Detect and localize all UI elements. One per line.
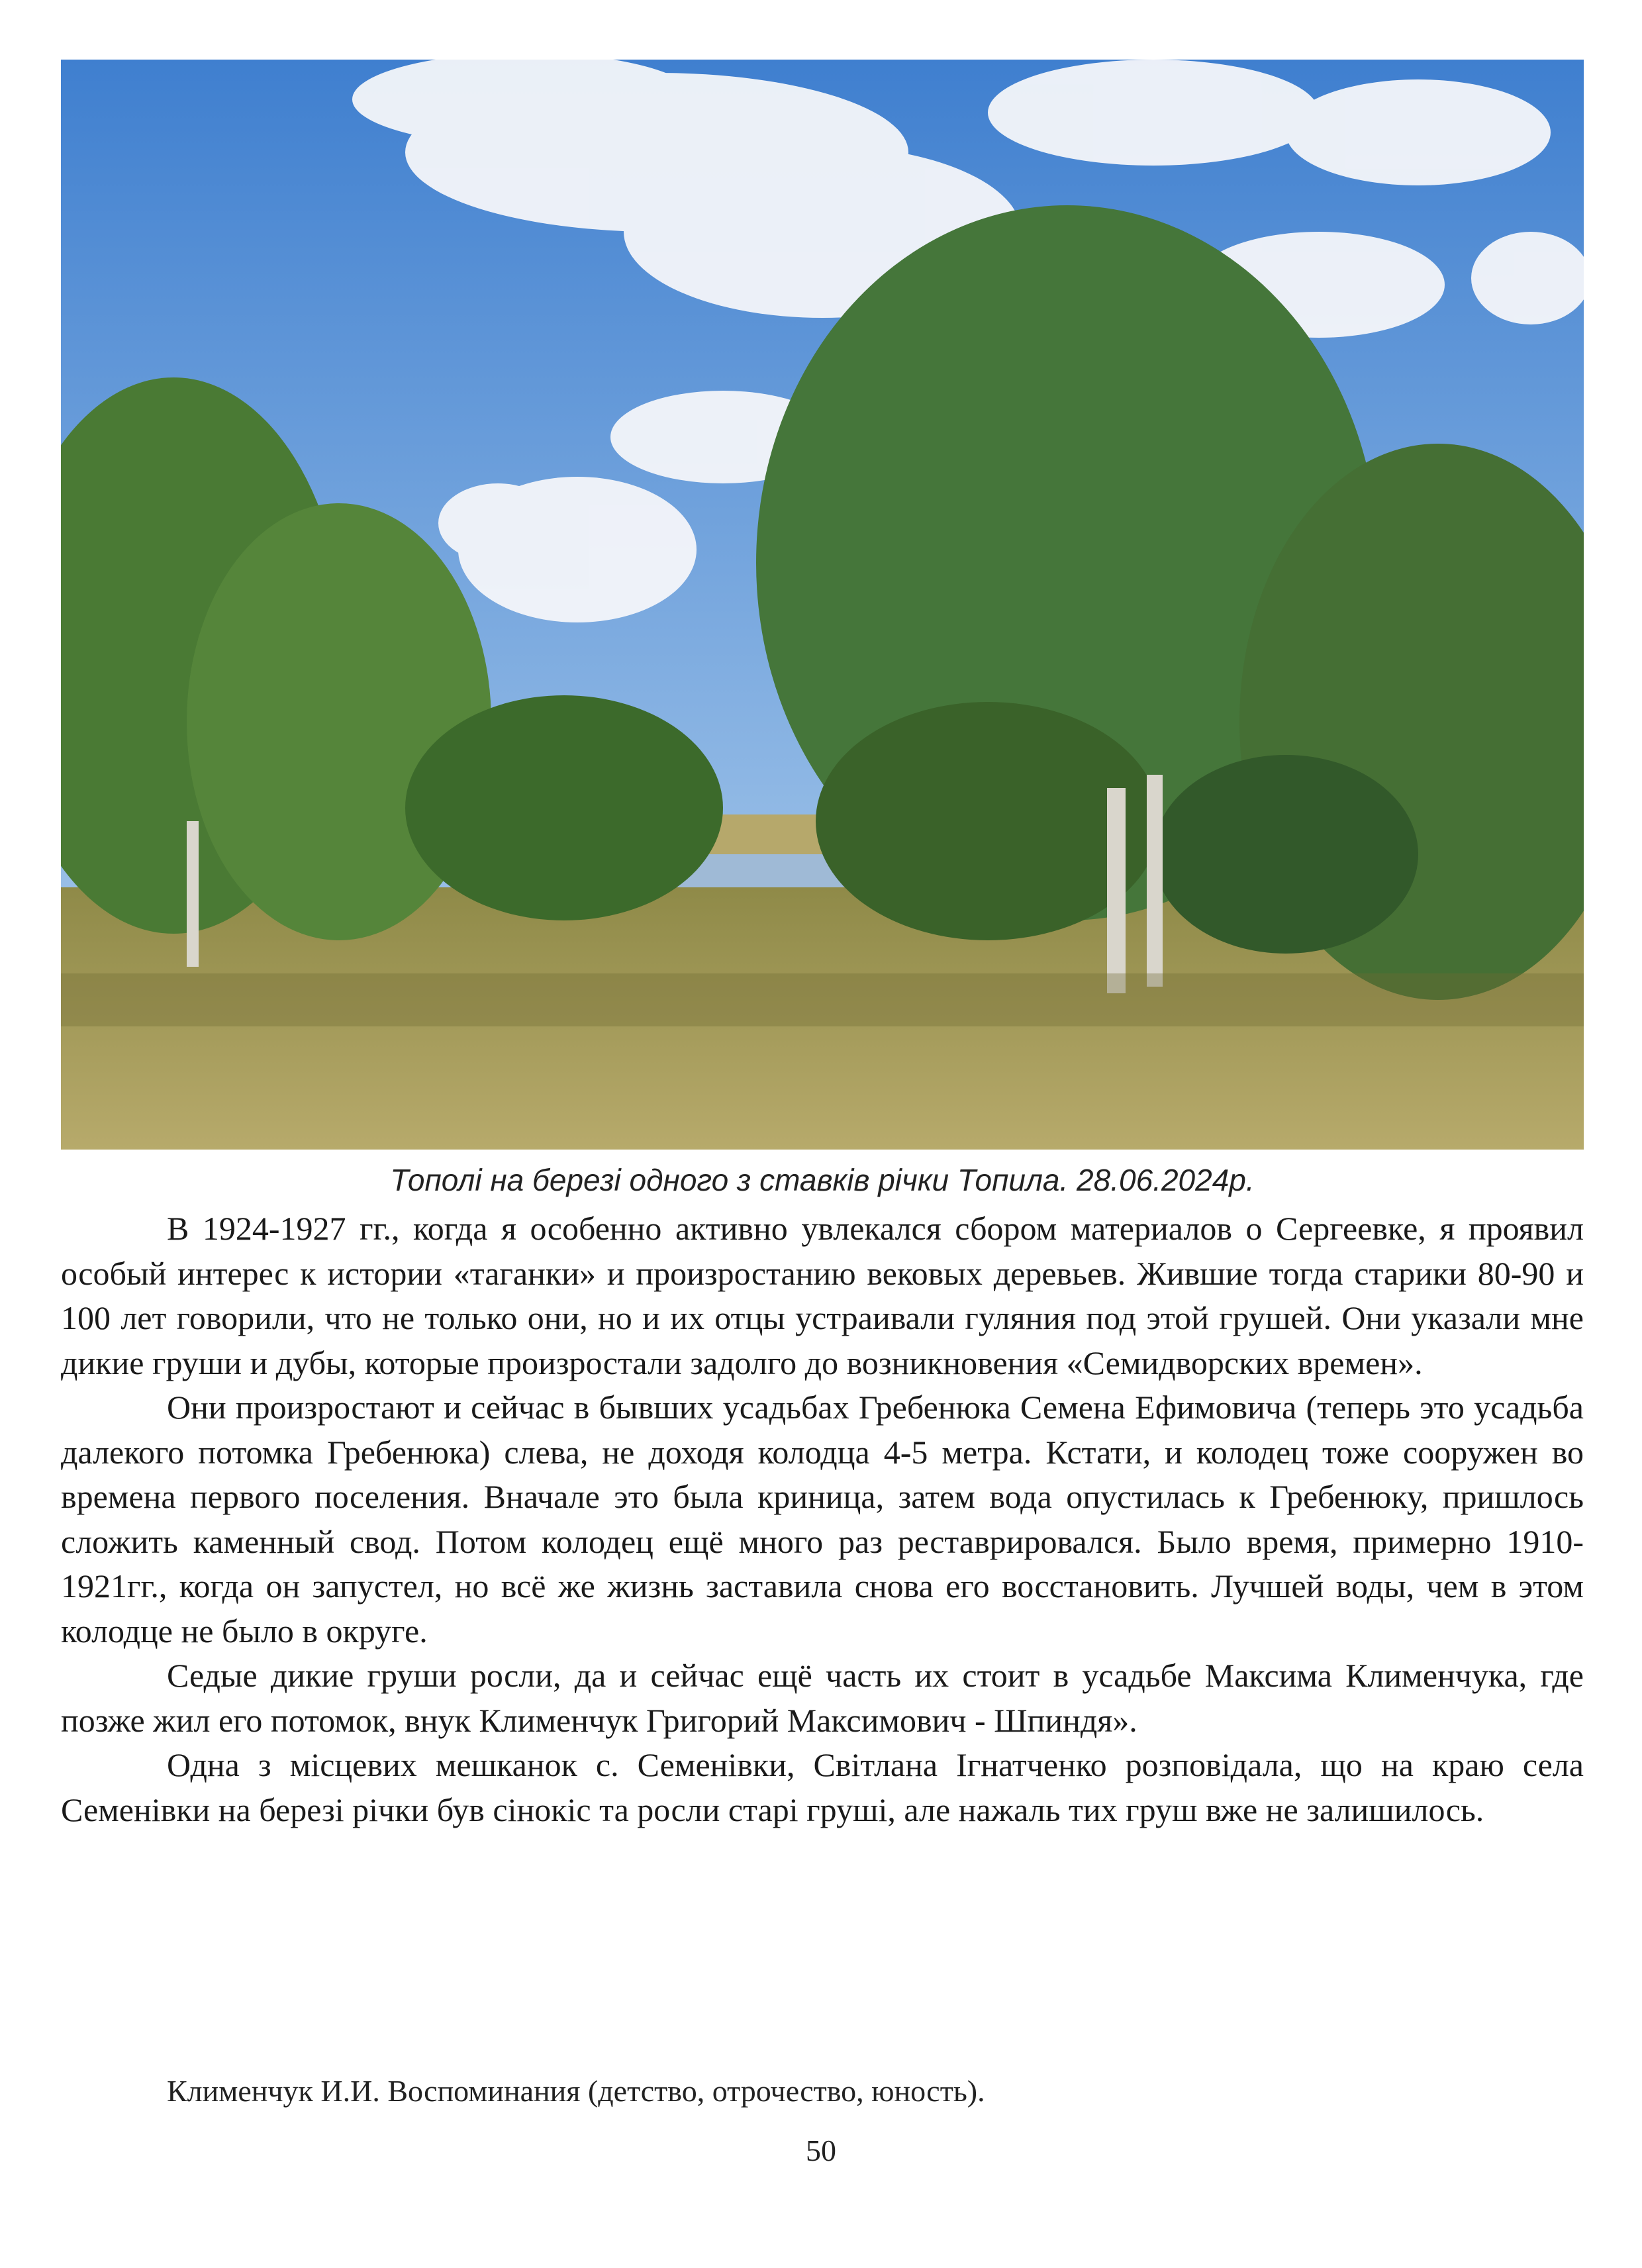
landscape-illustration	[61, 60, 1584, 1150]
article-body	[61, 1207, 1584, 1832]
paragraph-2: Они произростают и сейчас в бывших усадьбах Гребенюка Семена Ефимовича (теперь это усадьба далекого потомка Гребенюка) слева, не доходя колодца 4-5 метра. Кстати, и колодец тоже сооружен во времена первого поселения. Вначале это была криница, затем вода опустилась к Гребенюку, пришлось сложить каменный свод. Потом колодец ещё много раз реставрировался. Было время, примерно 1910-1921гг., когда он запустел, но всё же жизнь заставила снова его восстановить. Лучшей воды, чем в этом колодце не было в округе.	[61, 1389, 1584, 1650]
page-number: 50	[806, 2134, 836, 2167]
tree-shadow	[61, 973, 1584, 1026]
photo-caption: Тополі на березі одного з ставків річки Топила. 28.06.2024р.	[390, 1163, 1255, 1197]
landscape-photo	[61, 60, 1584, 1150]
paragraph-3: Седые дикие груши росли, да и сейчас ещё часть их стоит в усадьбе Максима Клименчука, где позже жил его потомок, внук Клименчук Григорий Максимович - Шпиндя».	[61, 1657, 1584, 1739]
paragraph-4: Одна з місцевих мешканок с. Семенівки, Світлана Ігнатченко розповідала, що на краю села Семенівки на березі річки був сінокіс та росли старі груші, але нажаль тих груш вже не залишилось.	[61, 1746, 1584, 1828]
paragraph-1: В 1924-1927 гг., когда я особенно активно увлекался сбором материалов о Сергеевке, я проявил особый интерес к истории «таганки» и произростанию вековых деревьев. Жившие тогда старики 80-90 и 100 лет говорили, что не только они, но и их отцы устраивали гуляния под этой грушей. Они указали мне дикие груши и дубы, которые произростали задолго до возникновения «Семидворских времен».	[61, 1210, 1584, 1381]
source-reference: Клименчук И.И. Воспоминания (детство, отрочество, юность).	[167, 2074, 985, 2108]
